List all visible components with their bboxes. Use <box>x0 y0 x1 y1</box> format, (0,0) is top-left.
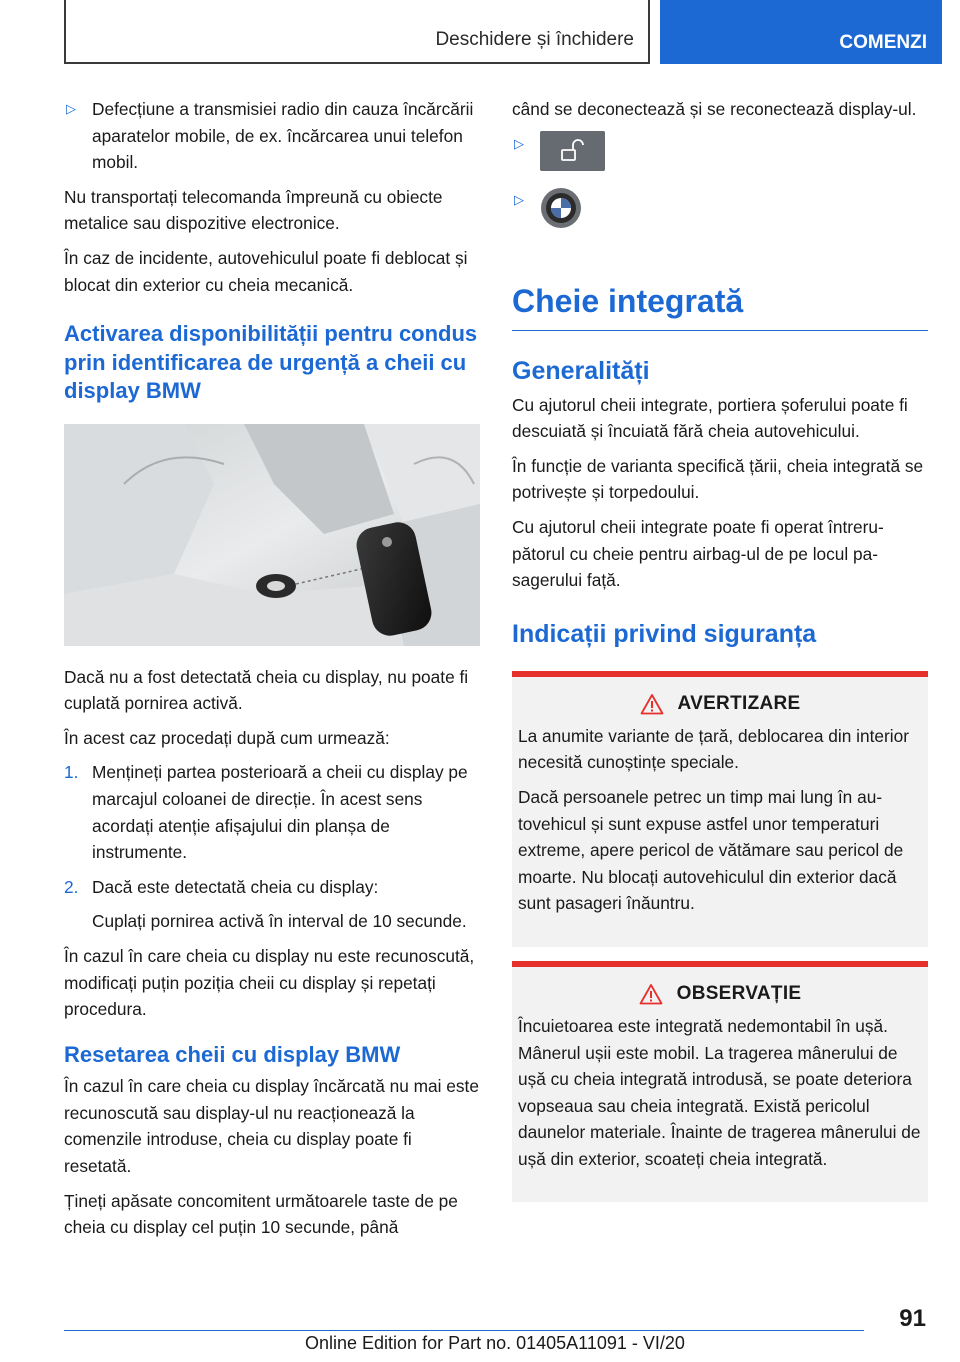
warning-triangle-icon <box>639 983 663 1005</box>
heading-general: Generalități <box>512 356 650 385</box>
paragraph: Cu ajutorul cheii integrate, portiera șoferului poate fi descuiată și încuiată fără cheia autovehicului. <box>512 394 908 442</box>
right-column <box>512 96 928 1202</box>
icon-bullet <box>512 131 928 183</box>
left-column <box>64 96 480 1249</box>
paragraph: Nu transportați telecomanda împreună cu obiecte metalice sau dispozitive electronice. <box>64 186 443 234</box>
paragraph: În cazul în care cheia cu display încărcată nu mai este recunoscută sau display-ul nu reacționează la comenzile introduse, cheia cu display poate fi resetată. <box>64 1076 479 1177</box>
numbered-step: 1. Mențineți partea posterioară a cheii cu display pe marcajul coloanei de direcție. În acest sens acordați atenție afișajului din planșa de instrumente. <box>64 762 468 863</box>
paragraph: Dacă nu a fost detectată cheia cu display, nu poate fi cuplată pornirea activă. <box>64 666 469 714</box>
paragraph: Țineți apăsate concomitent următoarele taste de pe cheia cu display cel puțin 10 secunde, până <box>64 1190 458 1238</box>
icon-bullet <box>512 187 928 243</box>
page-number: 91 <box>899 1305 926 1332</box>
paragraph: când se deconectează și se reconectează display-ul. <box>512 99 917 119</box>
header-chapter-tab <box>660 0 942 64</box>
paragraph: În acest caz procedați după cum urmează: <box>64 727 390 748</box>
warning-paragraph: La anumite variante de țară, deblocarea din interior necesită cunoștințe speciale. <box>518 725 909 773</box>
bmw-logo-button-icon <box>540 187 582 229</box>
heading-integrated-key: Cheie integrată <box>512 283 928 331</box>
triangle-bullet-icon: ▷ <box>66 101 76 116</box>
heading-activate: Activarea disponibilității pentru condus prin identificarea de urgență a cheii cu display BMW <box>64 321 478 404</box>
footer-edition: Online Edition for Part no. 01405A11091 - VI/20 <box>305 1333 685 1353</box>
paragraph: În funcție de varianta specifică țării, cheia integrată se potrivește și torpedoului. <box>512 455 924 503</box>
notice-box <box>512 961 928 1203</box>
warning-title-row <box>518 693 922 715</box>
paragraph: Cu ajutorul cheii integrate poate fi operat întrerupătorul cu cheie pentru airbag-ul de pe locul pasagerului față. <box>512 516 884 591</box>
warning-title: AVERTIZARE <box>677 692 801 714</box>
notice-title-row <box>518 983 922 1005</box>
heading-safety: Indicații privind siguranța <box>512 619 817 648</box>
notice-title: OBSERVAȚIE <box>676 982 802 1004</box>
warning-triangle-icon <box>640 693 664 715</box>
header-chapter-title: COMENZI <box>839 32 927 53</box>
triangle-bullet-icon: ▷ <box>514 191 524 207</box>
unlock-button-icon <box>540 131 605 171</box>
bullet-item: ▷ Defecțiune a transmisiei radio din cauza încărcării aparatelor mobile, de ex. încărcarea unui telefon mobil. <box>64 96 480 176</box>
header-section-title: Deschidere și închidere <box>435 29 634 50</box>
numbered-step: 2. Dacă este detectată cheia cu display: <box>64 876 379 897</box>
step-sub-text: Cuplați pornirea activă în interval de 10 secunde. <box>92 911 467 932</box>
warning-paragraph: Dacă persoanele petrec un timp mai lung în autovehicul și sunt expuse astfel unor temperaturi extreme, apere pericol de vătămare sau pericol de moarte. Nu blocați autovehiculul din exterior dacă sunt pasageri înăuntru. <box>518 786 904 914</box>
footer-divider <box>64 1330 864 1331</box>
header-section-tab <box>64 0 650 64</box>
steering-column-key-photo <box>64 424 480 646</box>
warning-box <box>512 671 928 947</box>
notice-paragraph: Încuietoarea este integrată nedemontabil în ușă. Mânerul ușii este mobil. La tragerea mânerului de ușă cu cheia integrată introdusă, se poate deteriora vopseaua sau cheia integrată. Există pericolul daunelor materiale. Înainte de tragerea mânerului de ușă din exterior, scoateți cheia integrată. <box>518 1015 921 1169</box>
paragraph: În cazul în care cheia cu display nu este recunoscută, modificați puțin poziția cheii cu display și repetați procedura. <box>64 946 475 1020</box>
paragraph: În caz de incidente, autovehiculul poate fi deblocat și blocat din exterior cu cheia mecanică. <box>64 247 468 295</box>
triangle-bullet-icon: ▷ <box>514 135 524 151</box>
heading-reset: Resetarea cheii cu display BMW <box>64 1041 401 1067</box>
